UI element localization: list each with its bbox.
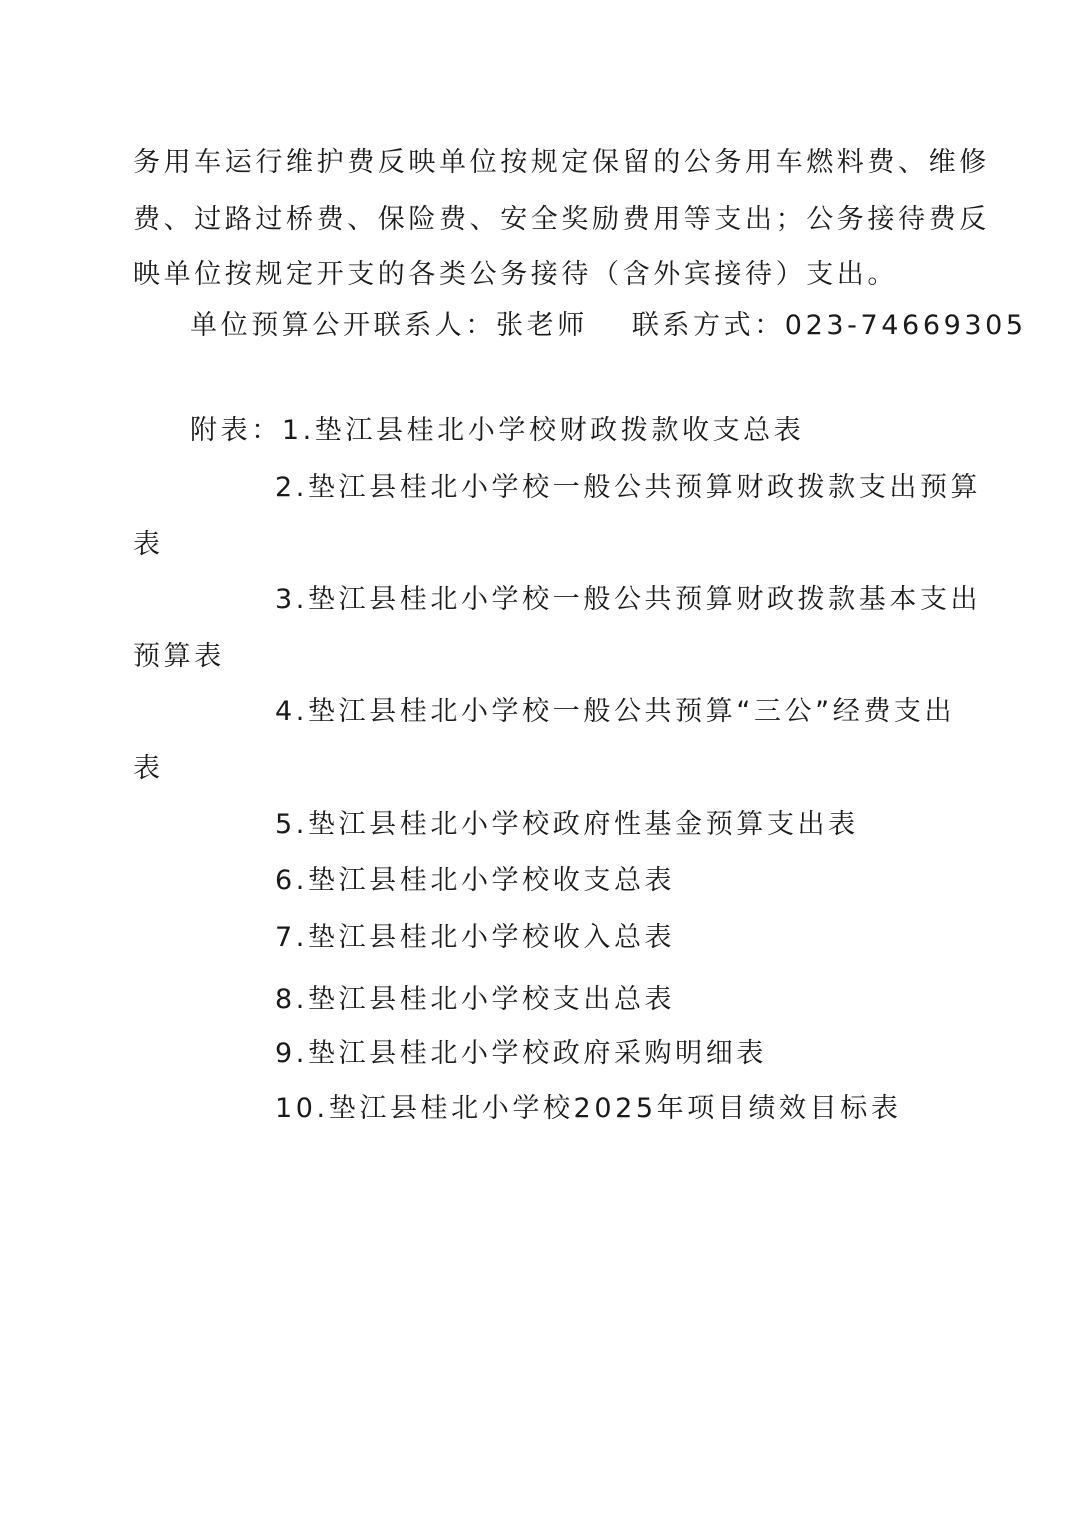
- contact-phone: 联系方式：023-74669305: [631, 310, 1027, 341]
- attachment-item-1: [190, 411, 804, 451]
- attachment-item-8: 8.垫江县桂北小学校支出总表: [275, 984, 676, 1015]
- body-text-line-3: 映单位按规定开支的各类公务接待（含外宾接待）支出。: [133, 259, 898, 290]
- attachment-item-3: 3.垫江县桂北小学校一般公共预算财政拨款基本支出: [275, 584, 982, 615]
- attachment-item-5: 5.垫江县桂北小学校政府性基金预算支出表: [275, 809, 859, 840]
- body-text-line-2: 费、过路过桥费、保险费、安全奖励费用等支出；公务接待费反: [133, 204, 990, 235]
- attachment-item-3-continued: 预算表: [133, 641, 225, 672]
- attachments-heading: 附表：: [190, 415, 282, 446]
- attachment-item-4-continued: 表: [133, 753, 164, 784]
- attachment-item-1-text: 1.垫江县桂北小学校财政拨款收支总表: [281, 415, 805, 446]
- body-text-line-1: 务用车运行维护费反映单位按规定保留的公务用车燃料费、维修: [133, 147, 990, 178]
- contact-line: [190, 306, 1027, 346]
- contact-person: 单位预算公开联系人：张老师: [190, 310, 588, 341]
- attachment-item-6: 6.垫江县桂北小学校收支总表: [275, 865, 676, 896]
- attachment-item-2-continued: 表: [133, 529, 164, 560]
- attachment-item-10: 10.垫江县桂北小学校2025年项目绩效目标表: [275, 1093, 902, 1124]
- attachment-item-7: 7.垫江县桂北小学校收入总表: [275, 922, 676, 953]
- attachment-item-2: 2.垫江县桂北小学校一般公共预算财政拨款支出预算: [275, 472, 982, 503]
- attachment-item-9: 9.垫江县桂北小学校政府采购明细表: [275, 1038, 767, 1069]
- attachment-item-4: 4.垫江县桂北小学校一般公共预算“三公”经费支出: [275, 696, 956, 727]
